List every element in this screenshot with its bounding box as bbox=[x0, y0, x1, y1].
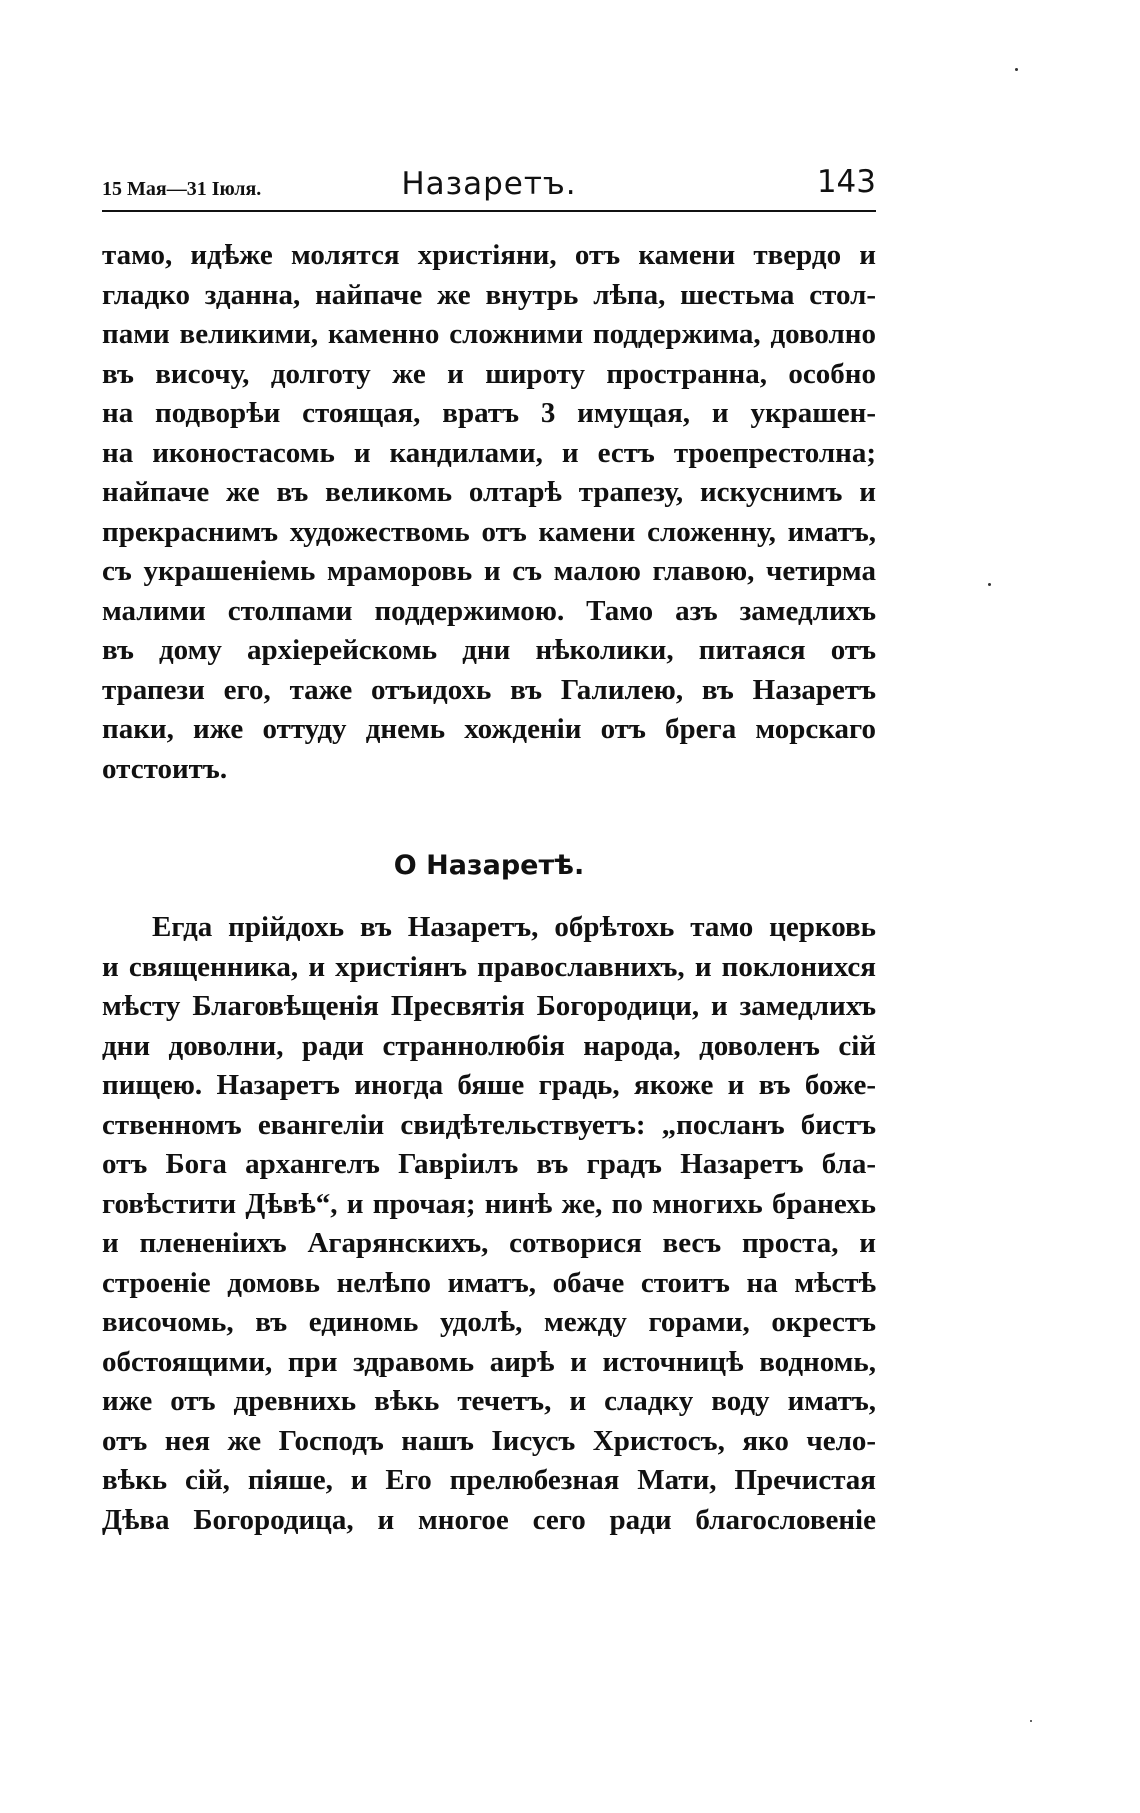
text-line: обстоящими, при здравомь аирѣ и источницѣ водномь, bbox=[102, 1345, 876, 1378]
page-number: 143 bbox=[816, 164, 876, 200]
paragraph-continued bbox=[102, 236, 876, 789]
text-line: строеніе домовь нелѣпо иматъ, обаче стоитъ на мѣстѣ bbox=[102, 1266, 876, 1299]
text-line: на подворѣи стоящая, вратъ 3 имущая, и украшен- bbox=[102, 397, 876, 429]
scan-speck bbox=[1030, 1720, 1032, 1722]
header-dates: 15 Мая—31 Іюля. bbox=[102, 178, 262, 200]
text-line: отъ Бога архангелъ Гавріилъ въ градъ Назаретъ бла- bbox=[102, 1148, 876, 1180]
header-rule bbox=[102, 210, 876, 212]
text-line: дни доволни, ради страннолюбія народа, доволенъ сій bbox=[102, 1029, 876, 1062]
running-header bbox=[102, 160, 876, 210]
section-heading: О Назаретѣ. bbox=[393, 850, 585, 881]
text-line: мѣсту Благовѣщенія Пресвятія Богородици, и замедлихъ bbox=[102, 990, 876, 1022]
text-line: и плененіихъ Агарянскихъ, сотворися весъ проста, и bbox=[102, 1227, 876, 1259]
text-line: Дѣва Богородица, и многое сего ради благословеніе bbox=[102, 1503, 876, 1536]
text-line: трапези его, таже отъидохь въ Галилею, въ Назаретъ bbox=[102, 673, 876, 706]
text-line: височомь, въ единомь удолѣ, между горами, окрестъ bbox=[102, 1306, 876, 1338]
text-line: пами великими, каменно сложними поддержима, доволно bbox=[102, 318, 876, 350]
text-line: вѣкь сій, піяше, и Его прелюбезная Мати, Пречистая bbox=[102, 1464, 876, 1496]
text-line: тамо, идѣже молятся христіяни, отъ камени твердо и bbox=[102, 239, 876, 271]
text-line: отстоитъ. bbox=[102, 752, 228, 785]
text-line: и священника, и христіянъ православнихъ, и поклонихся bbox=[102, 950, 876, 983]
text-line: паки, иже оттуду днемь хожденіи отъ брега морскаго bbox=[102, 713, 876, 745]
text-line: малими столпами поддержимою. Тамо азъ замедлихъ bbox=[102, 594, 876, 627]
text-line: Егда прійдохь въ Назаретъ, обрѣтохь тамо церковь bbox=[152, 911, 876, 943]
text-line: отъ нея же Господъ нашъ Іисусъ Христосъ, яко чело- bbox=[102, 1424, 876, 1457]
scan-speck bbox=[1015, 68, 1018, 71]
text-line: въ дому архіерейскомь дни нѣколики, питаяся отъ bbox=[102, 634, 876, 666]
text-line: съ украшеніемь мраморовь и съ малою главою, четирма bbox=[102, 555, 876, 587]
header-title: Назаретъ. bbox=[401, 166, 577, 202]
scan-speck bbox=[988, 583, 991, 586]
text-line: гладко зданна, найпаче же внутрь лѣпа, шестьма стол- bbox=[102, 278, 876, 311]
text-line: прекраснимъ художествомь отъ камени сложенну, иматъ, bbox=[102, 515, 876, 548]
text-line: иже отъ древнихь вѣкь течетъ, и сладку воду иматъ, bbox=[102, 1385, 876, 1417]
paragraph-nazareth bbox=[102, 908, 876, 1540]
text-line: въ височу, долготу же и широту пространна, особно bbox=[102, 357, 876, 390]
text-line: говѣстити Дѣвѣ“, и прочая; нинѣ же, по многихь бранехь bbox=[102, 1187, 876, 1220]
text-line: пищею. Назаретъ иногда бяше градь, якоже и въ боже- bbox=[102, 1069, 876, 1101]
text-line: найпаче же въ великомь олтарѣ трапезу, искуснимъ и bbox=[102, 476, 876, 508]
text-line: ственномъ евангеліи свидѣтельствуетъ: „посланъ бистъ bbox=[102, 1108, 876, 1141]
text-line: на иконостасомь и кандилами, и естъ троепрестолна; bbox=[102, 436, 876, 469]
